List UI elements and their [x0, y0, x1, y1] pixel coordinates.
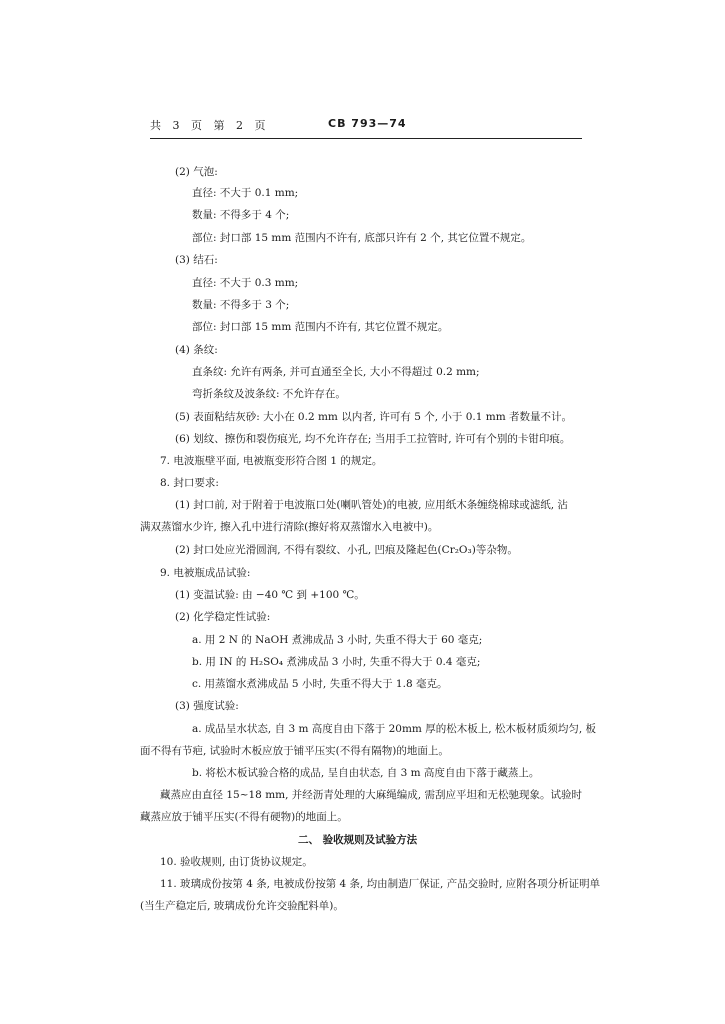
clause-9-2-c: c. 用蒸馏水煮沸成品 5 小时, 失重不得大于 1.8 毫克。: [192, 678, 448, 690]
clause-10: 10. 验收规则, 由订货协议规定。: [160, 856, 313, 868]
item-5-surface-sand: (5) 表面粘结灰砂: 大小在 0.2 mm 以内者, 许可有 5 个, 小于 0.1 mm 者数量不计。: [175, 411, 573, 423]
clause-9-3-b: b. 将松木板试验合格的成品, 呈自由状态, 自 3 m 高度自由下落于藏蒸上。: [192, 767, 540, 779]
bubble-diameter: 直径: 不大于 0.1 mm;: [192, 187, 299, 199]
clause-9-2-a: a. 用 2 N 的 NaOH 煮沸成品 3 小时, 失重不得大于 60 毫克;: [192, 634, 483, 646]
page-info: 共 3 页 第 2 页: [150, 119, 270, 132]
clause-9-3-heading: (3) 强度试验:: [175, 700, 239, 712]
clause-9-2-b: b. 用 IN 的 H₂SO₄ 煮沸成品 3 小时, 失重不得大于 0.4 毫克;: [192, 656, 481, 668]
clause-8-1-line2: 满双蒸馏水少许, 擦入孔中进行清除(擦好将双蒸馏水入电被中)。: [140, 521, 439, 533]
bent-striae: 弯折条纹及波条纹: 不允许存在。: [192, 388, 346, 400]
page-header: [150, 117, 580, 135]
bubble-location: 部位: 封口部 15 mm 范围内不许有, 底部只许有 2 个, 其它位置不规定。: [192, 232, 532, 244]
mat-spec-line1: 藏蒸应由直径 15~18 mm, 并经沥青处理的大麻绳编成, 需刮应平坦和无松驰现象。试验时: [160, 789, 582, 801]
clause-9-3-a-line1: a. 成品呈水状态, 自 3 m 高度自由下落于 20mm 厚的松木板上, 松木板材质须均匀, 板: [192, 723, 597, 735]
clause-8-1-line1: (1) 封口前, 对于附着于电波瓶口处(喇叭管处)的电被, 应用纸木条缠绕棉球或滤纸, 沾: [175, 499, 568, 511]
clause-11-line2: (当生产稳定后, 玻璃成份允许交验配料单)。: [140, 900, 344, 912]
item-3-stones-heading: (3) 结石:: [175, 254, 218, 266]
stone-location: 部位: 封口部 15 mm 范围内不许有, 其它位置不规定。: [192, 321, 449, 333]
clause-11-line1: 11. 玻璃成份按第 4 条, 电被成份按第 4 条, 均由制造厂保证, 产品交验时, 应附各项分析证明单: [160, 878, 601, 890]
clause-9-2-heading: (2) 化学稳定性试验:: [175, 611, 271, 623]
header-rule: [150, 138, 582, 139]
clause-9-3-a-line2: 面不得有节疤, 试验时木板应放于铺平压实(不得有隔物)的地面上。: [140, 745, 449, 757]
clause-9-heading: 9. 电被瓶成品试验:: [160, 567, 251, 579]
bubble-quantity: 数量: 不得多于 4 个;: [192, 209, 290, 221]
clause-9-1: (1) 变温试验: 由 −40 ℃ 到 +100 ℃。: [175, 589, 365, 601]
clause-8-heading: 8. 封口要求:: [160, 477, 219, 489]
standard-code: CB 793—74: [328, 117, 407, 130]
stone-diameter: 直径: 不大于 0.3 mm;: [192, 277, 299, 289]
clause-7: 7. 电波瓶壁平面, 电被瓶变形符合图 1 的规定。: [160, 455, 383, 467]
stone-quantity: 数量: 不得多于 3 个;: [192, 299, 290, 311]
straight-striae: 直条纹: 允许有两条, 并可直通至全长, 大小不得超过 0.2 mm;: [192, 366, 480, 378]
section-two-title: 二、 验收规则及试验方法: [298, 834, 418, 846]
item-4-striae-heading: (4) 条纹:: [175, 344, 218, 356]
clause-8-2: (2) 封口处应光滑圆润, 不得有裂纹、小孔, 凹痕及隆起色(Cr₂O₃)等杂物。: [175, 544, 518, 556]
mat-spec-line2: 藏蒸应放于铺平压实(不得有硬物)的地面上。: [140, 811, 348, 823]
item-6-scratches: (6) 划纹、擦伤和裂伤痕光, 均不允许存在; 当用手工拉管时, 许可有个别的卡钳印痕。: [175, 433, 571, 445]
item-2-bubbles-heading: (2) 气泡:: [175, 166, 218, 178]
